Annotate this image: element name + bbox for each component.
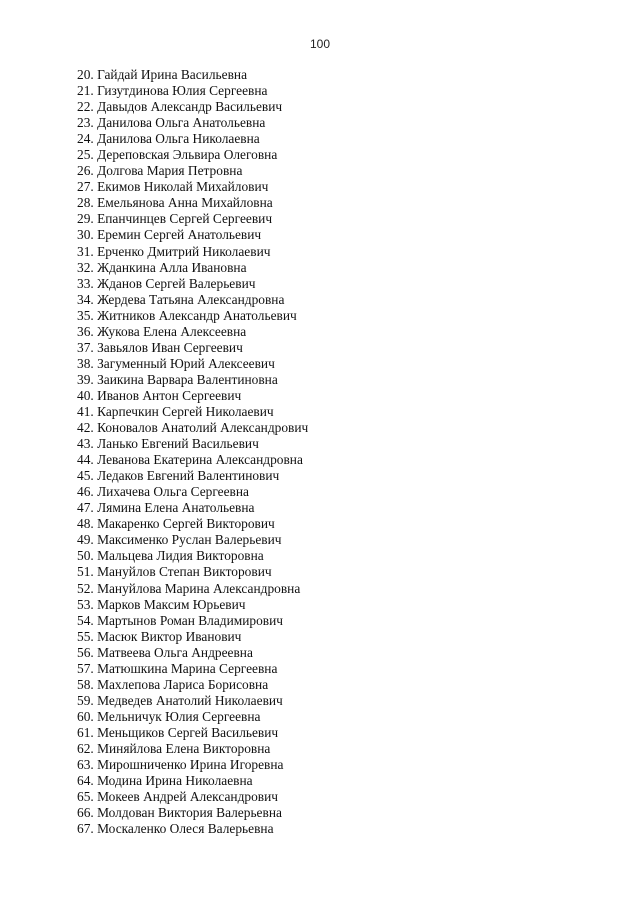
list-item: 60. Мельничук Юлия Сергеевна: [77, 708, 261, 724]
list-item: 35. Житников Александр Анатольевич: [77, 307, 297, 323]
name-list: [77, 67, 308, 837]
list-item: 49. Максименко Руслан Валерьевич: [77, 532, 282, 548]
list-item: 21. Гизутдинова Юлия Сергеевна: [77, 83, 268, 99]
list-item: 39. Заикина Варвара Валентиновна: [77, 371, 278, 387]
list-item: 57. Матюшкина Марина Сергеевна: [77, 660, 278, 676]
list-item: 33. Жданов Сергей Валерьевич: [77, 275, 256, 291]
list-item: 61. Меньщиков Сергей Васильевич: [77, 724, 279, 740]
list-item: 50. Мальцева Лидия Викторовна: [77, 548, 264, 564]
list-item: 67. Москаленко Олеся Валерьевна: [77, 821, 274, 837]
list-item: 62. Миняйлова Елена Викторовна: [77, 740, 271, 756]
list-item: 41. Карпечкин Сергей Николаевич: [77, 403, 274, 419]
list-item: 30. Еремин Сергей Анатольевич: [77, 227, 262, 243]
page-number: 100: [309, 37, 331, 51]
list-item: 59. Медведев Анатолий Николаевич: [77, 692, 283, 708]
list-item: 52. Мануйлова Марина Александровна: [77, 580, 301, 596]
list-item: 38. Загуменный Юрий Алексеевич: [77, 355, 275, 371]
list-item: 44. Леванова Екатерина Александровна: [77, 452, 303, 468]
list-item: 51. Мануйлов Степан Викторович: [77, 564, 272, 580]
list-item: 23. Данилова Ольга Анатольевна: [77, 115, 266, 131]
list-item: 32. Жданкина Алла Ивановна: [77, 259, 247, 275]
list-item: 31. Ерченко Дмитрий Николаевич: [77, 243, 271, 259]
list-item: 64. Модина Ирина Николаевна: [77, 773, 253, 789]
list-item: 66. Молдован Виктория Валерьевна: [77, 805, 282, 821]
list-item: 40. Иванов Антон Сергеевич: [77, 387, 242, 403]
list-item: 26. Долгова Мария Петровна: [77, 163, 243, 179]
list-item: 29. Епанчинцев Сергей Сергеевич: [77, 211, 273, 227]
list-item: 42. Коновалов Анатолий Александрович: [77, 420, 309, 436]
list-item: 37. Завьялов Иван Сергеевич: [77, 339, 243, 355]
list-item: 27. Екимов Николай Михайлович: [77, 179, 269, 195]
list-item: 55. Масюк Виктор Иванович: [77, 628, 242, 644]
list-item: 58. Махлепова Лариса Борисовна: [77, 676, 269, 692]
list-item: 47. Лямина Елена Анатольевна: [77, 500, 255, 516]
list-item: 36. Жукова Елена Алексеевна: [77, 323, 247, 339]
list-item: 65. Мокеев Андрей Александрович: [77, 789, 278, 805]
list-item: 54. Мартынов Роман Владимирович: [77, 612, 284, 628]
list-item: 63. Мирошниченко Ирина Игоревна: [77, 757, 284, 773]
list-item: 28. Емельянова Анна Михайловна: [77, 195, 273, 211]
list-item: 20. Гайдай Ирина Васильевна: [77, 67, 248, 82]
list-item: 24. Данилова Ольга Николаевна: [77, 131, 260, 147]
list-item: 25. Дереповская Эльвира Олеговна: [77, 147, 278, 163]
list-item: 48. Макаренко Сергей Викторович: [77, 516, 275, 532]
list-item: 34. Жердева Татьяна Александровна: [77, 291, 285, 307]
list-item: 43. Ланько Евгений Васильевич: [77, 436, 259, 452]
list-item: 45. Ледаков Евгений Валентинович: [77, 468, 280, 484]
list-item: 22. Давыдов Александр Васильевич: [77, 99, 283, 115]
list-item: 46. Лихачева Ольга Сергеевна: [77, 484, 249, 500]
list-item: 56. Матвеева Ольга Андреевна: [77, 644, 253, 660]
list-item: 53. Марков Максим Юрьевич: [77, 596, 246, 612]
